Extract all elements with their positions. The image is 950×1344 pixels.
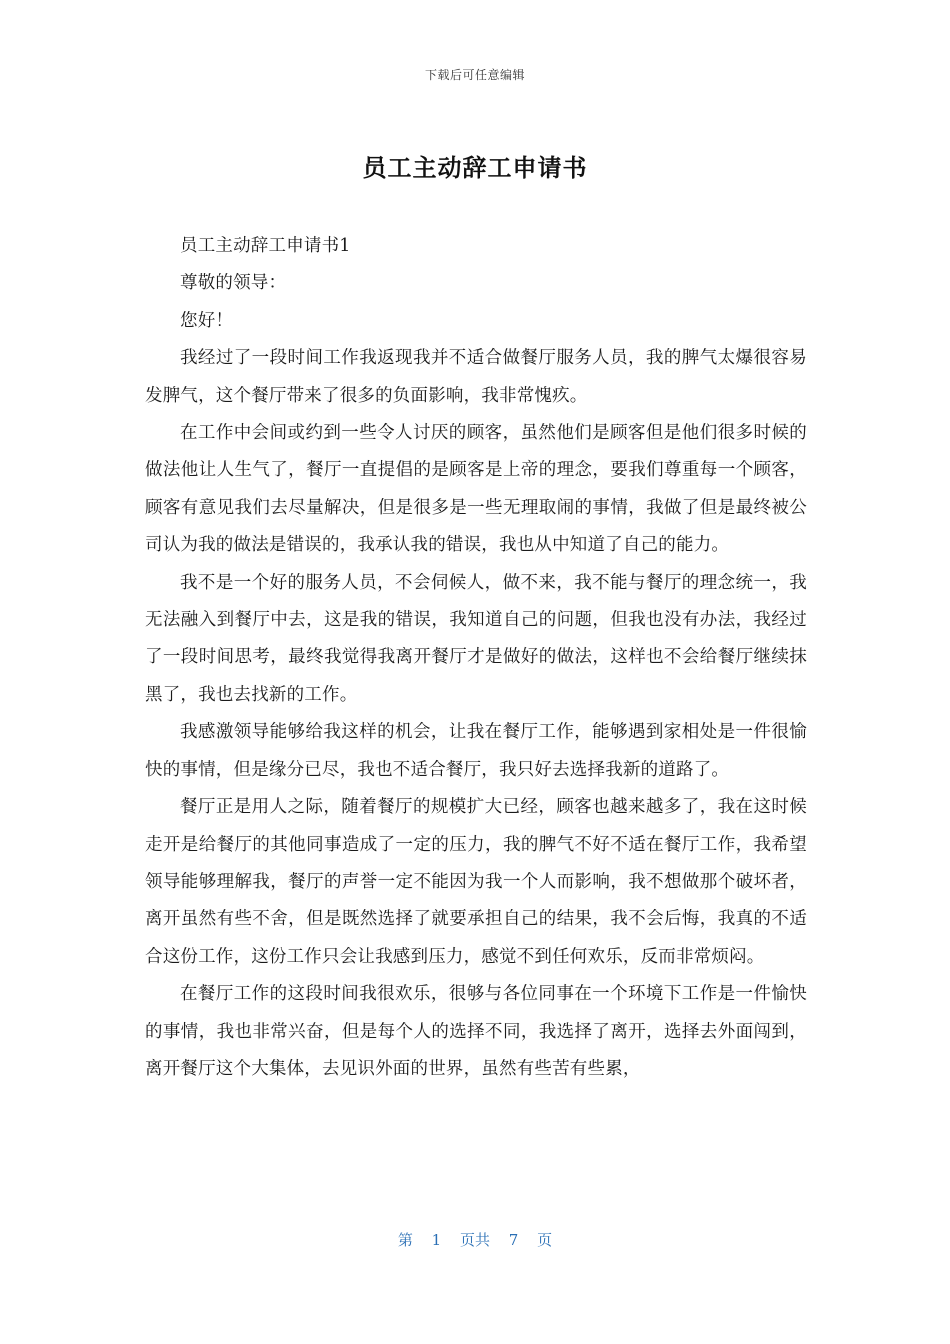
page-footer bbox=[0, 1229, 950, 1250]
footer-middle: 页共 bbox=[459, 1231, 490, 1249]
section-heading: 员工主动辞工申请书1 bbox=[180, 236, 351, 256]
greeting: 您好！ bbox=[180, 310, 234, 331]
footer-current-page: 1 bbox=[431, 1231, 442, 1249]
body-paragraph: 在餐厅工作的这段时间我很欢乐，很够与各位同事在一个环境下工作是一件愉快的事情，我也非常兴奋，但是每个人的选择不同，我选择了离开，选择去外面闯到，离开餐厅这个大集体，去见识外面的世界，虽然有些苦有些累， bbox=[145, 984, 807, 1079]
body-paragraph: 餐厅正是用人之际，随着餐厅的规模扩大已经，顾客也越来越多了，我在这时候走开是给餐厅的其他同事造成了一定的压力，我的脾气不好不适在餐厅工作，我希望领导能够理解我，餐厅的声誉一定不能因为我一个人而影响，我不想做那个破坏者，离开虽然有些不舍，但是既然选择了就要承担自己的结果，我不会后悔，我真的不适合这份工作，这份工作只会让我感到压力，感觉不到任何欢乐，反而非常烦闷。 bbox=[145, 797, 807, 967]
footer-suffix: 页 bbox=[537, 1231, 553, 1249]
salutation: 尊敬的领导： bbox=[180, 273, 287, 294]
body-paragraph: 在工作中会间或约到一些令人讨厌的顾客，虽然他们是顾客但是他们很多时候的做法他让人生气了，餐厅一直提倡的是顾客是上帝的理念，要我们尊重每一个顾客，顾客有意见我们去尽量解决，但是很多是一些无理取闹的事情，我做了但是最终被公司认为我的做法是错误的，我承认我的错误，我也从中知道了自己的能力。 bbox=[145, 423, 807, 556]
body-paragraph: 我经过了一段时间工作我返现我并不适合做餐厅服务人员，我的脾气太爆很容易发脾气，这个餐厅带来了很多的负面影响，我非常愧疚。 bbox=[145, 348, 807, 406]
body-paragraph: 我感激领导能够给我这样的机会，让我在餐厅工作，能够遇到家相处是一件很愉快的事情，但是缘分已尽，我也不适合餐厅，我只好去选择我新的道路了。 bbox=[145, 722, 807, 780]
footer-total-pages: 7 bbox=[508, 1231, 519, 1249]
body-paragraph: 我不是一个好的服务人员，不会伺候人，做不来，我不能与餐厅的理念统一，我无法融入到餐厅中去，这是我的错误，我知道自己的问题，但我也没有办法，我经过了一段时间思考，最终我觉得我离开餐厅才是做好的做法，这样也不会给餐厅继续抹黑了，我也去找新的工作。 bbox=[145, 572, 807, 705]
footer-prefix: 第 bbox=[397, 1231, 413, 1249]
header-note: 下载后可任意编辑 bbox=[424, 68, 525, 82]
document-title: 员工主动辞工申请书 bbox=[362, 154, 588, 182]
document-body bbox=[145, 228, 807, 1088]
